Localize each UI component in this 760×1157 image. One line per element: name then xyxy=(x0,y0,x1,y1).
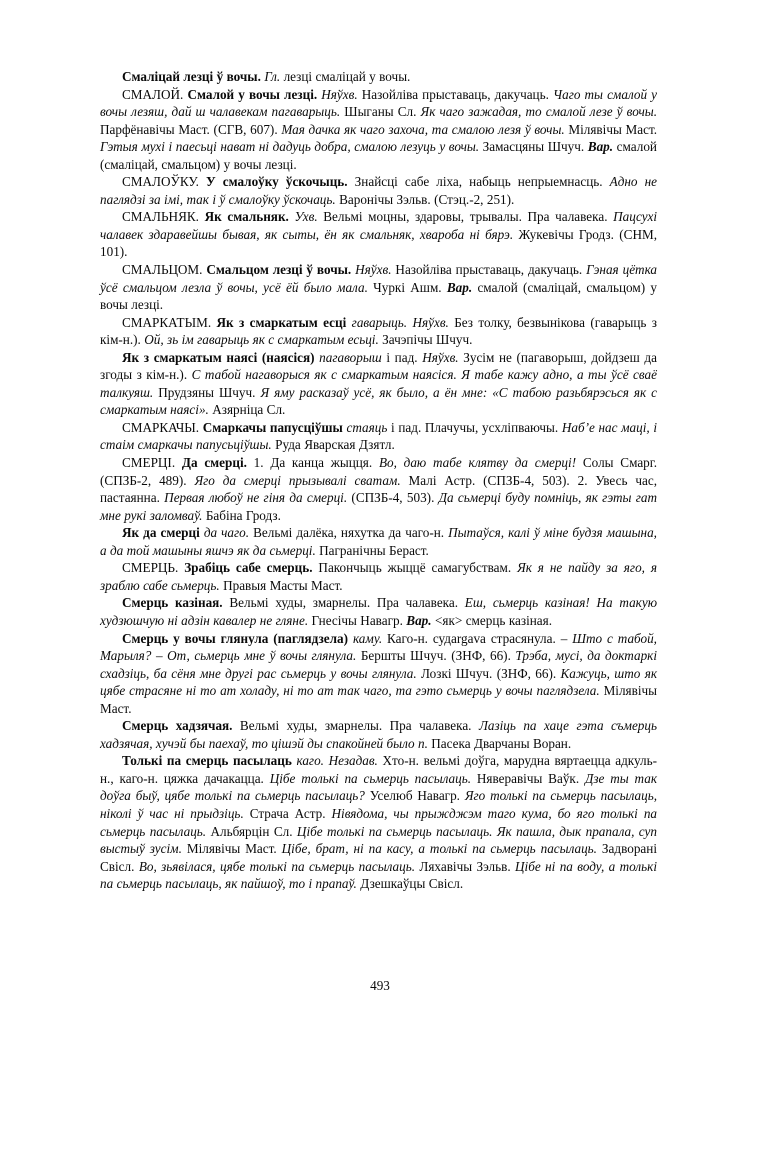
entry-smarkachy xyxy=(100,419,657,454)
run-italic: каму. xyxy=(352,630,383,646)
run-bold-italic: Вар. xyxy=(446,279,473,295)
run-regular: Мілявічы Маст. xyxy=(564,121,658,137)
run-bold: Смерць казіная. xyxy=(122,595,223,611)
run-regular: СМАЛОЙ. xyxy=(122,86,188,102)
entry-smerc xyxy=(100,559,657,594)
run-italic: Чаго ты смалой у вочы лезяш, дай ш чалавекам пагаварыць. xyxy=(100,86,657,120)
run-italic: Ухв. xyxy=(294,209,318,225)
run-regular: Правыя Масты Маст. xyxy=(219,577,343,593)
run-regular: Шыганы Сл. xyxy=(340,104,421,120)
run-regular: Вельмі моцны, здаровы, трывалы. Пра чалавека. xyxy=(317,209,614,225)
run-regular: Назойліва прыставаць, дакучаць. xyxy=(357,86,554,102)
run-regular: Бершты Шчуч. (ЗНФ, 66). xyxy=(356,648,516,664)
run-italic: С табой нагаворыся як с смаркатым наясіся. Я табе кажу адно, а ты ўсё сваё талкуяш. xyxy=(100,367,657,400)
run-italic: Няўхв. xyxy=(355,262,392,278)
run-bold: Як з смаркатым наясі (наясіся) xyxy=(122,349,315,365)
run-regular: Дзешкаўцы Свісл. xyxy=(356,876,464,892)
entry-smaloukhu xyxy=(100,173,657,208)
run-italic: Як я не пайду за яго, я зраблю сабе сьмерць. xyxy=(100,560,657,593)
run-regular: Вельмі худы, змарнелы. Пра чалавека. xyxy=(232,718,479,734)
run-regular: Хто-н. вельмі доўга, марудна вяртаецца адкуль-н., каго-н. цяжка дачакацца. xyxy=(100,753,657,786)
run-regular: Мілявічы Маст. xyxy=(100,683,657,716)
run-italic: Еш, сьмерць казіная! На такую худзюшчую ні адзін кавалер не гляне. xyxy=(100,595,657,628)
run-regular: Няверавічы Ваўк. xyxy=(471,770,585,786)
run-italic: Цібе толькі па сьмерць пасылаць. xyxy=(269,770,472,786)
run-regular: Пасека Дварчаны Воран. xyxy=(427,735,572,751)
run-italic: Гэная цётка ўсё смальцом лезла ў вочы, усё ёй было мала. xyxy=(100,262,657,295)
run-italic: Трэба, мусі, да доктаркі схадзіць, ба сёня мне другі рас сьмерць у вочы глянула. xyxy=(100,648,657,681)
run-regular: і пад. Плачучы, усхліпваючы. xyxy=(387,419,562,435)
run-regular: Ляхавічы Зэльв. xyxy=(415,858,516,874)
run-regular: Руда Яварская Дзятл. xyxy=(271,437,395,453)
run-regular: Знайсці сабе ліха, набыць непрыемнасць. xyxy=(347,174,610,190)
run-italic: Дзе ты так доўга быў, цябе толькі па сьмерць пасылаць? xyxy=(100,770,657,804)
run-bold: Смаркачы папусціўшы xyxy=(202,419,343,435)
run-bold: Смальцом лезці ў вочы. xyxy=(206,262,352,278)
run-regular: СМАРКАЧЫ. xyxy=(122,419,203,435)
run-regular: Лозкі Шчуч. (ЗНФ, 66). xyxy=(416,665,561,681)
run-italic: Як чаго зажадая, то смалой лезе ў вочы. xyxy=(420,104,657,120)
run-italic: Пацсухі чалавек здаравейшы бывая, як сыты, ён як смальняк, хвароба ні бярэ. xyxy=(100,209,657,242)
run-regular: СМАЛОЎКУ. xyxy=(122,174,206,190)
run-regular: Жукевічы Гродз. (СНМ, 101). xyxy=(100,226,657,260)
run-italic: Цібе, брат, ні па касу, а толькі па сьмерць пасылаць. xyxy=(281,841,597,857)
run-regular: Варонічы Зэльв. (Стэц.-2, 251). xyxy=(335,191,515,207)
run-italic: Няўхв. xyxy=(412,314,449,330)
run-regular: Азярніца Сл. xyxy=(208,402,286,418)
run-italic: Яго толькі па сьмерць пасылаць, ніколі ў час ні прыдзіць. xyxy=(100,788,657,821)
run-bold: Смалой у вочы лезці. xyxy=(187,86,318,102)
entry-smerc-hadzyachaya xyxy=(100,717,657,752)
run-regular: 1. Да канца жыцця. xyxy=(246,455,379,471)
run-bold: Як да смерці xyxy=(122,525,200,541)
entry-yak-z-smarkatym-nayasi xyxy=(100,349,657,419)
run-regular: Каго-н. судargava страсянула. – xyxy=(382,630,573,646)
run-italic: Лазіць па хаце гэта съмерць хадзячая, хучэй бы паехаў, то цішэй ды спакойней было п. xyxy=(100,718,657,751)
run-italic: Гл. xyxy=(264,69,281,84)
run-italic: Да сьмерці буду помніць, як гэты гат мне рукі заломваў. xyxy=(100,490,657,523)
run-italic: Ой, зь ім гаварыць як с смаркатым есьці. xyxy=(144,332,379,348)
run-bold: Смерць у вочы глянула (паглядзела) xyxy=(122,630,349,646)
entry-tolki-pa-smerc-pasylac xyxy=(100,752,657,892)
entry-smaloj xyxy=(100,86,657,174)
run-regular: Замасцяны Шчуч. xyxy=(479,139,588,155)
run-italic: гаварыць. xyxy=(351,314,408,330)
run-regular: Парфёнавічы Маст. (СГВ, 607). xyxy=(100,121,282,137)
run-regular: Страча Астр. xyxy=(243,805,332,821)
run-italic: Няўхв. xyxy=(321,86,358,102)
run-italic: Цібе толькі па сьмерць пасылаць. Як пашла, дык прапала, суп выстыў зусім. xyxy=(100,823,657,857)
run-regular: Пакончыць жыццё самагубствам. xyxy=(312,560,518,576)
run-regular: Бабіна Гродз. xyxy=(202,507,281,523)
run-regular: Гнесічы Навагр. xyxy=(308,612,407,628)
run-regular: СМЕРЦЬ. xyxy=(122,560,185,576)
entry-yak-da-smerci xyxy=(100,524,657,559)
run-regular: Задворані Свісл. xyxy=(100,841,657,874)
run-italic: Наб’е нас маці, і стаім смаркачы папусьціўшы. xyxy=(100,419,657,453)
run-italic: Гэтыя мухі і паесьці нават ні дадуць добра, смалою лезуць у вочы. xyxy=(100,139,480,155)
run-italic: Нівядома, чы прыжджэм таго кума, бо яго толькі па сьмерць пасылаць. xyxy=(100,805,658,839)
run-bold: Смерць хадзячая. xyxy=(122,718,233,734)
run-regular: Без толку, безвынікова (гаварыць з кім-н.). xyxy=(100,314,658,348)
run-regular: смалой (смаліцай, смальцом) у вочы лезці. xyxy=(100,279,658,313)
run-regular: і пад. xyxy=(381,349,423,365)
run-regular: СМАРКАТЫМ. xyxy=(122,314,217,330)
run-italic: Цібе ні па воду, а толькі па сьмерць пасылаць, як пайшоў, то і прапаў. xyxy=(100,858,657,892)
run-bold: Смаліцай лезці ў вочы. xyxy=(122,69,261,84)
entry-smalcom xyxy=(100,261,657,314)
run-regular: (СПЗБ-4, 503). xyxy=(347,490,439,506)
run-italic: да чаго. xyxy=(203,525,250,541)
run-bold: Толькі па смерць пасылаць xyxy=(122,753,292,769)
run-italic: стаяць xyxy=(346,419,388,435)
run-italic: Первая любоў не гіня да смерці. xyxy=(164,490,348,506)
run-italic: Во, даю табе клятву да смерці! xyxy=(378,455,577,471)
run-bold-italic: Вар. xyxy=(587,139,614,155)
text-column xyxy=(100,68,657,893)
entry-smerc-u-vochy-hlyanula xyxy=(100,630,657,718)
run-regular: Зачэпічы Шчуч. xyxy=(378,332,473,348)
run-regular: СМАЛЬЦОМ. xyxy=(122,262,207,278)
run-italic: Кажуць, што як цябе страсяне ні то ат холаду, ні то ат так чаго, та гэто сьмерць у вочы паглядзела. xyxy=(100,665,658,699)
run-regular: Мілявічы Маст. xyxy=(181,841,282,857)
run-bold-italic: Вар. xyxy=(406,612,432,628)
run-regular: Уселюб Навагр. xyxy=(364,788,465,804)
run-regular: Малі Астр. (СПЗБ-4, 503). 2. Увесь час, пастаянна. xyxy=(100,472,657,506)
run-regular: Пагранічны Бераст. xyxy=(315,542,429,558)
entry-smarkatym xyxy=(100,314,657,349)
run-italic: Мая дачка як чаго захоча, та смалою лезя ў вочы. xyxy=(281,121,565,137)
run-bold: Да смерці. xyxy=(181,455,247,471)
run-italic: Незадав. xyxy=(328,753,378,769)
run-italic: Я яму расказаў усё, як было, а ён мне: «С табою разьбярэсься як с смаркатым наясі». xyxy=(100,384,657,418)
run-italic: каго. xyxy=(296,753,324,769)
run-bold: Як з смаркатым есці xyxy=(216,314,347,330)
run-regular: Вельмі худы, змарнелы. Пра чалавека. xyxy=(222,595,465,611)
run-regular: СМЕРЦІ. xyxy=(122,455,182,471)
run-regular: Назойліва прыставаць, дакучаць. xyxy=(391,262,587,278)
run-italic: Яго да смерці прызывалі сватам. xyxy=(194,472,401,488)
run-italic: Во, зьявілася, цябе толькі па сьмерць пасылаць. xyxy=(138,858,416,874)
run-bold: Як смальняк. xyxy=(204,209,289,225)
run-regular: Альбярцін Сл. xyxy=(206,823,297,839)
run-regular: Вельмі далёка, няхутка да чаго-н. xyxy=(249,525,449,541)
run-regular: лезці смаліцай у вочы. xyxy=(280,69,411,84)
run-regular: Зусім не (пагаворыш, дойдзеш да згоды з кім-н.). xyxy=(100,349,657,383)
run-italic: Няўхв. xyxy=(422,349,459,365)
run-regular: Чуркі Ашм. xyxy=(367,279,447,295)
run-italic: пагаворыш xyxy=(319,349,382,365)
page-number: 493 xyxy=(370,978,390,993)
entry-smerc-kazinaya xyxy=(100,594,657,629)
run-bold: У смалоўку ўскочыць. xyxy=(205,174,348,190)
run-regular: <як> смерць казіная. xyxy=(431,612,553,628)
run-italic: Што с табой, Марыля? – От, сьмерць мне ў вочы глянула. xyxy=(100,630,657,664)
run-regular: СМАЛЬНЯК. xyxy=(122,209,205,225)
run-italic: Адно не паглядзі за імі, так і ў смалоўку ўскочаць. xyxy=(100,174,658,207)
run-regular: Солы Смарг. (СПЗБ-2, 489). xyxy=(100,455,657,488)
run-regular: Прудзяны Шчуч. xyxy=(153,384,261,400)
entry-smalicaj-lezci xyxy=(100,68,657,86)
run-bold: Зрабіць сабе смерць. xyxy=(184,560,313,576)
entry-smerci xyxy=(100,454,657,524)
entry-smalnyak xyxy=(100,208,657,261)
run-italic: Пытаўся, калі ў міне будзя машына, а да той машыны яшчэ як да сьмерці. xyxy=(100,525,657,558)
run-regular: смалой (смаліцай, смальцом) у вочы лезці. xyxy=(100,139,657,172)
